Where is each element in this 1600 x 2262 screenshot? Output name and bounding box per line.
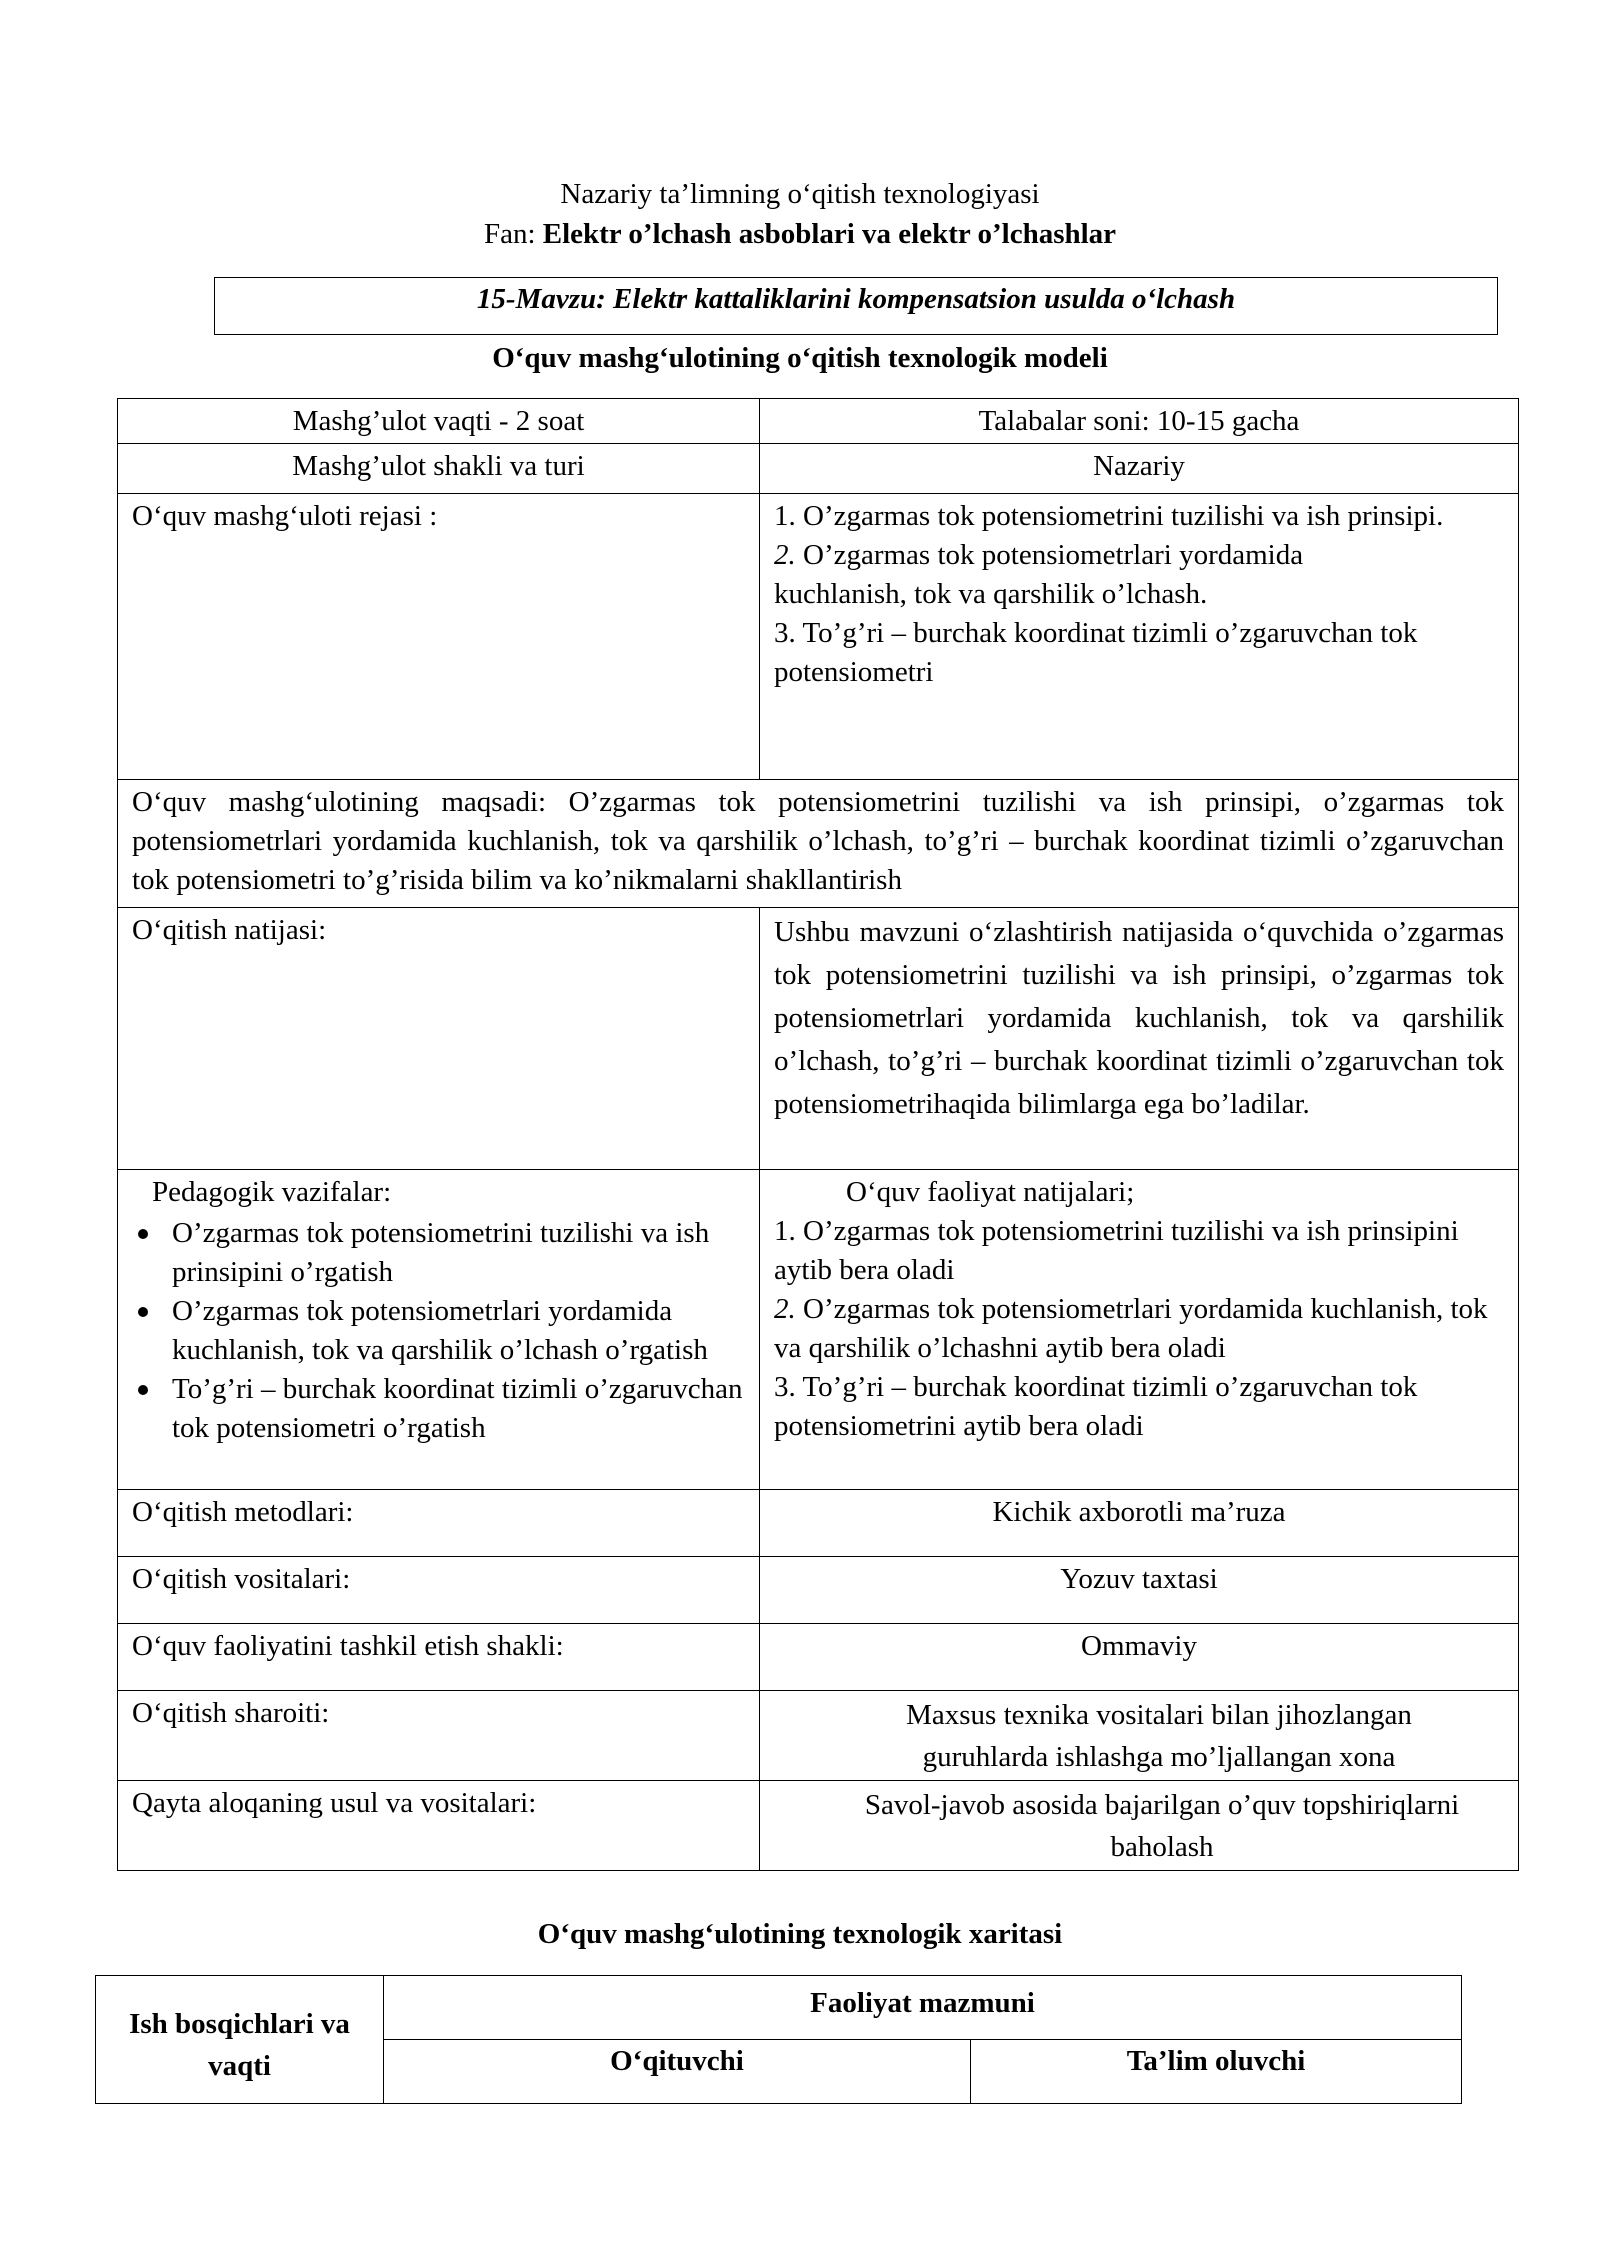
table-row [118,1557,1519,1624]
lesson-goal: O‘quv mashg‘ulotining maqsadi: O’zgarmas tok potensiometrini tuzilishi va ish prinsipi, o’zgarmas tok potensiometrlari yordamida kuchlanish, tok va qarshilik o’lchash, to’g’ri – burchak koordinat tizimli o’zgaruvchan tok potensiometri to’g’risida bilim va ko’nikmalarni shakllantirish [118,780,1519,908]
plan-item [774,497,1504,536]
table-row [118,494,1519,780]
table-row [118,444,1519,494]
subject-label: Fan: [483,218,543,250]
table-row [118,1490,1519,1557]
plan-item-text: O’zgarmas tok potensiometrini tuzilishi va ish prinsipi. [803,500,1444,532]
topic-box: 15-Mavzu: Elektr kattaliklarini kompensatsion usulda o‘lchash [214,277,1498,335]
outcome-number: 3. [774,1371,796,1403]
outcome-item [774,1290,1504,1368]
student-header: Ta’lim oluvchi [971,2040,1462,2104]
tools-value: Yozuv taxtasi [760,1557,1519,1624]
model-table [117,398,1519,1871]
plan-item-number: 2. [774,539,796,571]
plan-item-text: O’zgarmas tok potensiometrlari yordamida kuchlanish, tok va qarshilik o’lchash. [774,539,1304,610]
tasks-label: Pedagogik vazifalar: [152,1176,392,1208]
plan-item [774,614,1504,692]
plan-item-number: 1. [774,500,796,532]
table-row [118,399,1519,444]
lesson-form-label: Mashg’ulot shakli va turi [118,444,760,494]
list-item: O’zgarmas tok potensiometrini tuzilishi va ish prinsipini o’rgatish [172,1214,745,1292]
lesson-time-cell: Mashg’ulot vaqti - 2 soat [118,399,760,444]
learning-outcomes [760,1170,1519,1490]
organization-value: Ommaviy [760,1624,1519,1691]
methods-label: O‘qitish metodlari: [118,1490,760,1557]
page-header [0,174,1600,254]
model-title: O‘quv mashg‘ulotining o‘qitish texnologik modeli [492,342,1108,374]
methods-value: Kichik axborotli ma’ruza [760,1490,1519,1557]
list-item: O’zgarmas tok potensiometrlari yordamida kuchlanish, tok va qarshilik o’lchash o’rgatish [172,1292,745,1370]
table-row [118,1170,1519,1490]
subject-name: Elektr o’lchash asboblari va elektr o’lchashlar [542,218,1117,250]
outcome-item [774,1368,1504,1446]
lesson-form-value: Nazariy [760,444,1519,494]
table-row [118,1691,1519,1781]
plan-item-text: To’g’ri – burchak koordinat tizimli o’zgaruvchan tok potensiometri [774,617,1418,688]
result-value: Ushbu mavzuni o‘zlashtirish natijasida o‘quvchida o’zgarmas tok potensiometrini tuzilishi va ish prinsipi, o’zgarmas tok potensiometrlari yordamida kuchlanish, tok va qarshilik o’lchash, to’g’ri – burchak koordinat tizimli o’zgaruvchan tok potensiometrihaqida bilimlarga ega bo’ladilar. [760,908,1519,1170]
table-row [118,908,1519,1170]
organization-label: O‘quv faoliyatini tashkil etish shakli: [118,1624,760,1691]
table-row [96,1976,1462,2040]
teacher-header: O‘qituvchi [384,2040,971,2104]
students-count-cell: Talabalar soni: 10-15 gacha [760,399,1519,444]
table-row [118,1624,1519,1691]
outcome-item [774,1212,1504,1290]
feedback-value: Savol-javob asosida bajarilgan o’quv topshiriqlarni baholash [760,1781,1519,1871]
stages-header: Ish bosqichlari va vaqti [96,1976,384,2104]
outcomes-label: O‘quv faoliyat natijalari; [846,1176,1135,1208]
tools-label: O‘qitish vositalari: [118,1557,760,1624]
map-title: O‘quv mashg‘ulotining texnologik xaritasi [537,1918,1063,1950]
outcome-text: O’zgarmas tok potensiometrini tuzilishi va ish prinsipini aytib bera oladi [774,1215,1459,1286]
map-table [95,1975,1462,2104]
document-subtitle: Nazariy ta’limning o‘qitish texnologiyasi [560,178,1040,210]
plan-list [760,494,1519,780]
pedagogical-tasks [118,1170,760,1490]
conditions-value: Maxsus texnika vositalari bilan jihozlangan guruhlarda ishlashga mo’ljallangan xona [760,1691,1519,1781]
plan-item [774,536,1504,614]
plan-item-number: 3. [774,617,796,649]
plan-label: O‘quv mashg‘uloti rejasi : [118,494,760,780]
table-row [118,1781,1519,1871]
activity-content-header: Faoliyat mazmuni [384,1976,1462,2040]
subject-line [0,214,1600,254]
table-row [118,780,1519,908]
conditions-label: O‘qitish sharoiti: [118,1691,760,1781]
outcome-text: To’g’ri – burchak koordinat tizimli o’zgaruvchan tok potensiometrini aytib bera oladi [774,1371,1418,1442]
list-item: To’g’ri – burchak koordinat tizimli o’zgaruvchan tok potensiometri o’rgatish [172,1370,745,1448]
outcome-number: 1. [774,1215,796,1247]
outcome-text: O’zgarmas tok potensiometrlari yordamida kuchlanish, tok va qarshilik o’lchashni aytib bera oladi [774,1293,1488,1364]
result-label: O‘qitish natijasi: [118,908,760,1170]
tasks-list [132,1214,745,1448]
outcome-number: 2. [774,1293,796,1325]
feedback-label: Qayta aloqaning usul va vositalari: [118,1781,760,1871]
